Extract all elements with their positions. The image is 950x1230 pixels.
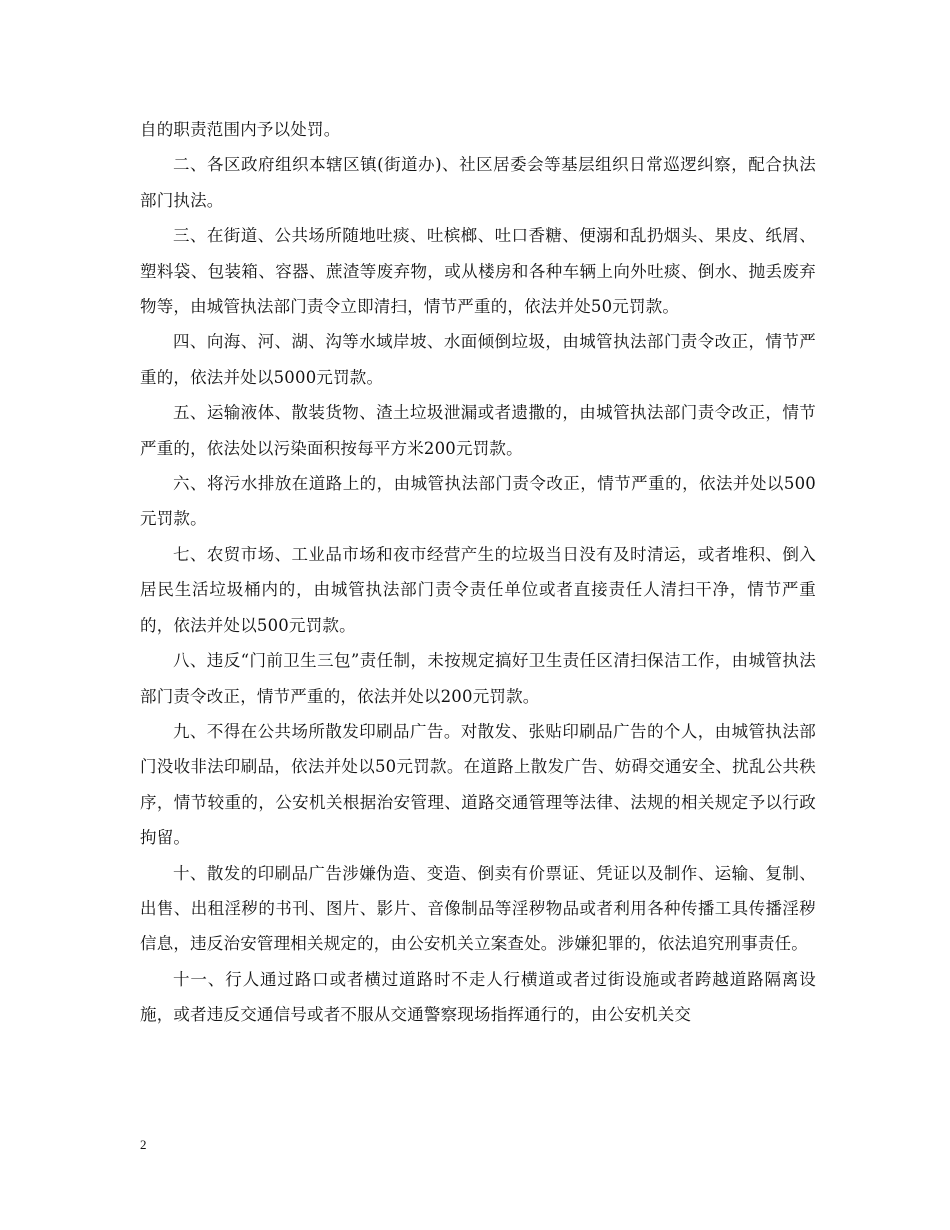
paragraph-item-6: 六、将污水排放在道路上的，由城管执法部门责令改正，情节严重的，依法并处以500元罚款。 — [140, 474, 816, 529]
paragraph-item-10: 十、散发的印刷品广告涉嫌伪造、变造、倒卖有价票证、凭证以及制作、运输、复制、出售、出租淫秽的书刊、图片、影片、音像制品等淫秽物品或者利用各种传播工具传播淫秽信息，违反治安管理相关规定的，由公安机关立案查处。涉嫌犯罪的，依法追究刑事责任。 — [140, 863, 816, 954]
paragraph-continuation: 自的职责范围内予以处罚。 — [140, 120, 341, 139]
paragraph-item-2: 二、各区政府组织本辖区镇(街道办)、社区居委会等基层组织日常巡逻纠察，配合执法部门执法。 — [140, 155, 816, 210]
paragraph-item-4: 四、向海、河、湖、沟等水域岸坡、水面倾倒垃圾，由城管执法部门责令改正，情节严重的，依法并处以5000元罚款。 — [140, 332, 816, 387]
document-body — [140, 112, 816, 1033]
paragraph-item-8: 八、违反“门前卫生三包”责任制，未按规定搞好卫生责任区清扫保洁工作，由城管执法部门责令改正，情节严重的，依法并处以200元罚款。 — [140, 651, 816, 706]
paragraph-item-3: 三、在街道、公共场所随地吐痰、吐槟榔、吐口香糖、便溺和乱扔烟头、果皮、纸屑、塑料袋、包装箱、容器、蔗渣等废弃物，或从楼房和各种车辆上向外吐痰、倒水、抛丢废弃物等，由城管执法部门责令立即清扫，情节严重的，依法并处50元罚款。 — [140, 226, 816, 317]
paragraph-item-7: 七、农贸市场、工业品市场和夜市经营产生的垃圾当日没有及时清运，或者堆积、倒入居民生活垃圾桶内的，由城管执法部门责令责任单位或者直接责任人清扫干净，情节严重的，依法并处以500元罚款。 — [140, 544, 816, 635]
paragraph-item-9: 九、不得在公共场所散发印刷品广告。对散发、张贴印刷品广告的个人，由城管执法部门没收非法印刷品，依法并处以50元罚款。在道路上散发广告、妨碍交通安全、扰乱公共秩序，情节较重的，公安机关根据治安管理、道路交通管理等法律、法规的相关规定予以行政拘留。 — [140, 721, 816, 848]
paragraph-item-5: 五、运输液体、散装货物、渣土垃圾泄漏或者遗撒的，由城管执法部门责令改正，情节严重的，依法处以污染面积按每平方米200元罚款。 — [140, 403, 816, 458]
page-number: 2 — [140, 1137, 147, 1152]
paragraph-item-11: 十一、行人通过路口或者横过道路时不走人行横道或者过街设施或者跨越道路隔离设施，或者违反交通信号或者不服从交通警察现场指挥通行的，由公安机关交 — [140, 969, 816, 1025]
